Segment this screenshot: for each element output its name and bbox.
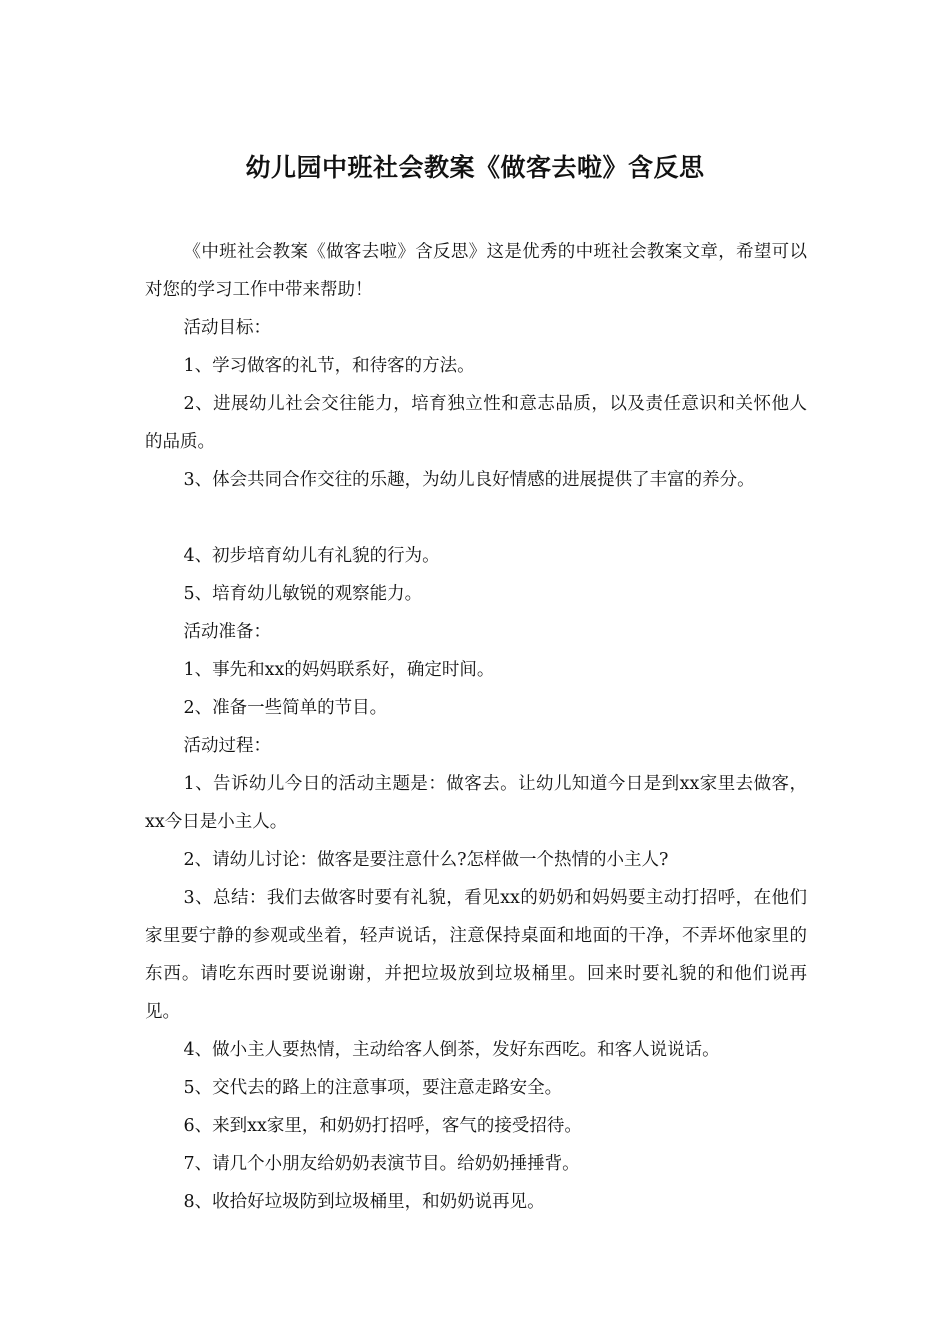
process-item: 1、告诉幼儿今日的活动主题是：做客去。让幼儿知道今日是到xx家里去做客，xx今日是小主人。	[145, 774, 807, 832]
process-item: 3、总结：我们去做客时要有礼貌，看见xx的奶奶和妈妈要主动打招呼，在他们家里要宁静的参观或坐着，轻声说话，注意保持桌面和地面的干净，不弄坏他家里的东西。请吃东西时要说谢谢，并把垃圾放到垃圾桶里。回来时要礼貌的和他们说再见。	[145, 888, 807, 1022]
preparation-item: 2、准备一些简单的节目。	[183, 698, 388, 718]
document-body	[145, 233, 807, 1221]
process-item: 6、来到xx家里，和奶奶打招呼，客气的接受招待。	[183, 1116, 582, 1136]
process-item: 2、请幼儿讨论：做客是要注意什么?怎样做一个热情的小主人?	[183, 850, 669, 870]
goal-item: 1、学习做客的礼节，和待客的方法。	[183, 356, 475, 376]
preparation-item: 1、事先和xx的妈妈联系好，确定时间。	[183, 660, 495, 680]
goal-item: 3、体会共同合作交往的乐趣，为幼儿良好情感的进展提供了丰富的养分。	[183, 470, 755, 490]
section-heading-goals: 活动目标：	[183, 318, 271, 338]
section-heading-preparation: 活动准备：	[183, 622, 271, 642]
intro-paragraph: 《中班社会教案《做客去啦》含反思》这是优秀的中班社会教案文章，希望可以对您的学习工作中带来帮助！	[145, 242, 807, 300]
goal-item: 4、初步培育幼儿有礼貌的行为。	[183, 546, 440, 566]
section-heading-process: 活动过程：	[183, 736, 271, 756]
process-item: 4、做小主人要热情，主动给客人倒茶，发好东西吃。和客人说说话。	[183, 1040, 720, 1060]
blank-line	[145, 499, 807, 537]
process-item: 7、请几个小朋友给奶奶表演节目。给奶奶捶捶背。	[183, 1154, 580, 1174]
goal-item: 2、进展幼儿社会交往能力，培育独立性和意志品质，以及责任意识和关怀他人的品质。	[145, 394, 807, 452]
process-item: 8、收拾好垃圾防到垃圾桶里，和奶奶说再见。	[183, 1192, 545, 1212]
goal-item: 5、培育幼儿敏锐的观察能力。	[183, 584, 423, 604]
process-item: 5、交代去的路上的注意事项，要注意走路安全。	[183, 1078, 563, 1098]
document-title: 幼儿园中班社会教案《做客去啦》含反思	[245, 153, 705, 182]
